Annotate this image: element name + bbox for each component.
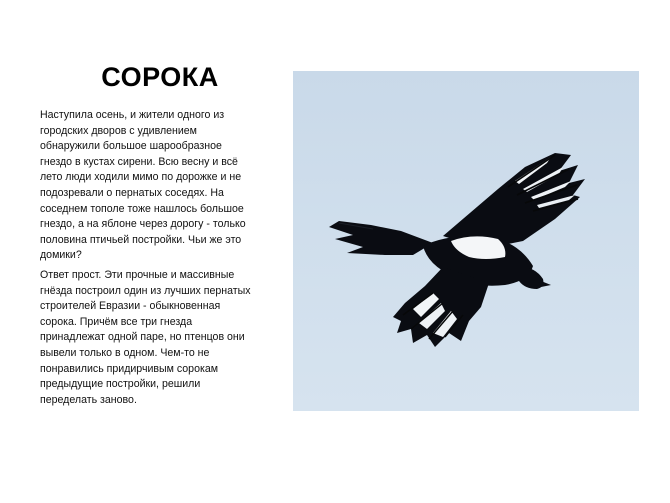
slide-title: СОРОКА <box>101 62 219 92</box>
magpie-lower-wing <box>393 267 489 347</box>
magpie-tail <box>329 221 433 255</box>
slide-body-text <box>40 108 255 412</box>
magpie-photo <box>293 71 639 411</box>
magpie-upper-wing <box>443 153 585 249</box>
paragraph-2: Ответ прост. Эти прочные и массивные гнёзда построил один из лучших пернатых строителей Евразии - обыкновенная сорока. Причём все три гнезда принадлежат одной паре, но птенцов они вывели только в одном. Чем-то не понравились придирчивым сорокам предыдущие постройки, решили переделать заново. <box>40 268 251 406</box>
paragraph-1: Наступила осень, и жители одного из городских дворов с удивлением обнаружили большое шарообразное гнездо в кустах сирени. Всю весну и всё лето люди ходили мимо по дорожке и не подозревали о пернатых соседях. На соседнем тополе тоже нашлось большое гнездо, а на яблоне через дорогу - только половина птичьей постройки. Чьи же это домики? <box>40 109 246 262</box>
magpie-in-flight-illustration <box>293 71 639 411</box>
